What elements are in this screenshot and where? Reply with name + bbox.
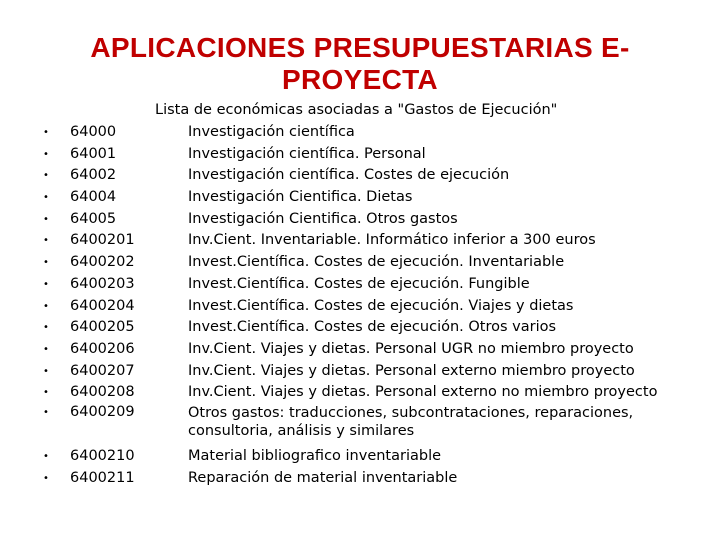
item-code: 6400201 xyxy=(70,232,135,249)
item-description: Invest.Científica. Costes de ejecución. Fungible xyxy=(188,275,530,292)
item-code: 6400211 xyxy=(70,469,135,486)
bullet-icon: • xyxy=(43,343,49,355)
bullet-icon: • xyxy=(43,387,49,399)
slide-title-line-1: APLICACIONES PRESUPUESTARIAS E- xyxy=(90,32,630,63)
item-code: 64000 xyxy=(70,124,117,140)
slide-title xyxy=(0,32,720,96)
bullet-icon: • xyxy=(43,472,49,484)
item-description: Inv.Cient. Viajes y dietas. Personal externo miembro proyecto xyxy=(188,362,635,379)
item-code: 6400202 xyxy=(70,254,135,271)
bullet-icon: • xyxy=(43,300,49,312)
bullet-icon: • xyxy=(43,148,49,160)
list-item xyxy=(0,165,720,187)
item-description: Inv.Cient. Inventariable. Informático inferior a 300 euros xyxy=(188,232,596,249)
list-item xyxy=(0,446,720,468)
item-description: Investigación Cientifica. Otros gastos xyxy=(188,210,458,227)
bullet-icon: • xyxy=(43,213,49,225)
item-code: 6400206 xyxy=(70,340,135,357)
bullet-icon: • xyxy=(43,170,49,182)
bullet-icon: • xyxy=(43,192,49,204)
bullet-icon: • xyxy=(43,450,49,462)
list-item xyxy=(0,230,720,252)
item-code: 6400208 xyxy=(70,384,135,401)
item-description: Investigación científica xyxy=(188,124,355,140)
item-code: 6400209 xyxy=(70,403,135,420)
item-code: 64002 xyxy=(70,167,117,184)
item-description: Inv.Cient. Viajes y dietas. Personal externo no miembro proyecto xyxy=(188,384,658,401)
item-description: Reparación de material inventariable xyxy=(188,469,458,486)
item-description: Investigación científica. Costes de ejecución xyxy=(188,167,510,184)
item-description: Inv.Cient. Viajes y dietas. Personal UGR no miembro proyecto xyxy=(188,340,634,357)
list-item xyxy=(0,317,720,339)
list-item xyxy=(0,252,720,274)
item-code: 64001 xyxy=(70,145,117,162)
item-description: Investigación científica. Personal xyxy=(188,145,426,162)
list-item xyxy=(0,122,720,144)
list-item xyxy=(0,339,720,361)
list-item xyxy=(0,361,720,383)
item-description: Invest.Científica. Costes de ejecución. Otros varios xyxy=(188,319,557,336)
item-description: Material bibliografico inventariable xyxy=(188,447,442,464)
item-description: Invest.Científica. Costes de ejecución. Viajes y dietas xyxy=(188,297,574,314)
item-code: 6400205 xyxy=(70,319,135,336)
list-item xyxy=(0,296,720,318)
bullet-icon: • xyxy=(43,406,49,418)
list-item xyxy=(0,382,720,404)
list-item xyxy=(0,144,720,166)
item-code: 6400207 xyxy=(70,362,135,379)
bullet-icon: • xyxy=(43,235,49,247)
bullet-icon: • xyxy=(43,365,49,377)
item-code: 6400204 xyxy=(70,297,135,314)
economic-code-list xyxy=(0,122,720,489)
item-code: 64004 xyxy=(70,189,117,206)
list-item xyxy=(0,404,720,444)
bullet-icon: • xyxy=(43,278,49,290)
item-description: Investigación Cientifica. Dietas xyxy=(188,189,413,206)
bullet-icon: • xyxy=(43,322,49,334)
list-item xyxy=(0,274,720,296)
list-item xyxy=(0,468,720,490)
list-subtitle: Lista de económicas asociadas a "Gastos de Ejecución" xyxy=(155,102,558,118)
item-code: 6400203 xyxy=(70,275,135,292)
bullet-icon: • xyxy=(43,127,49,138)
item-description: Invest.Científica. Costes de ejecución. Inventariable xyxy=(188,254,565,271)
list-item xyxy=(0,187,720,209)
item-code: 6400210 xyxy=(70,447,135,464)
item-code: 64005 xyxy=(70,210,117,227)
list-item xyxy=(0,209,720,231)
item-description: Otros gastos: traducciones, subcontrataciones, reparaciones, consultoria, análisis y similares xyxy=(188,404,634,439)
slide-title-line-2: PROYECTA xyxy=(282,64,438,95)
bullet-icon: • xyxy=(43,257,49,269)
